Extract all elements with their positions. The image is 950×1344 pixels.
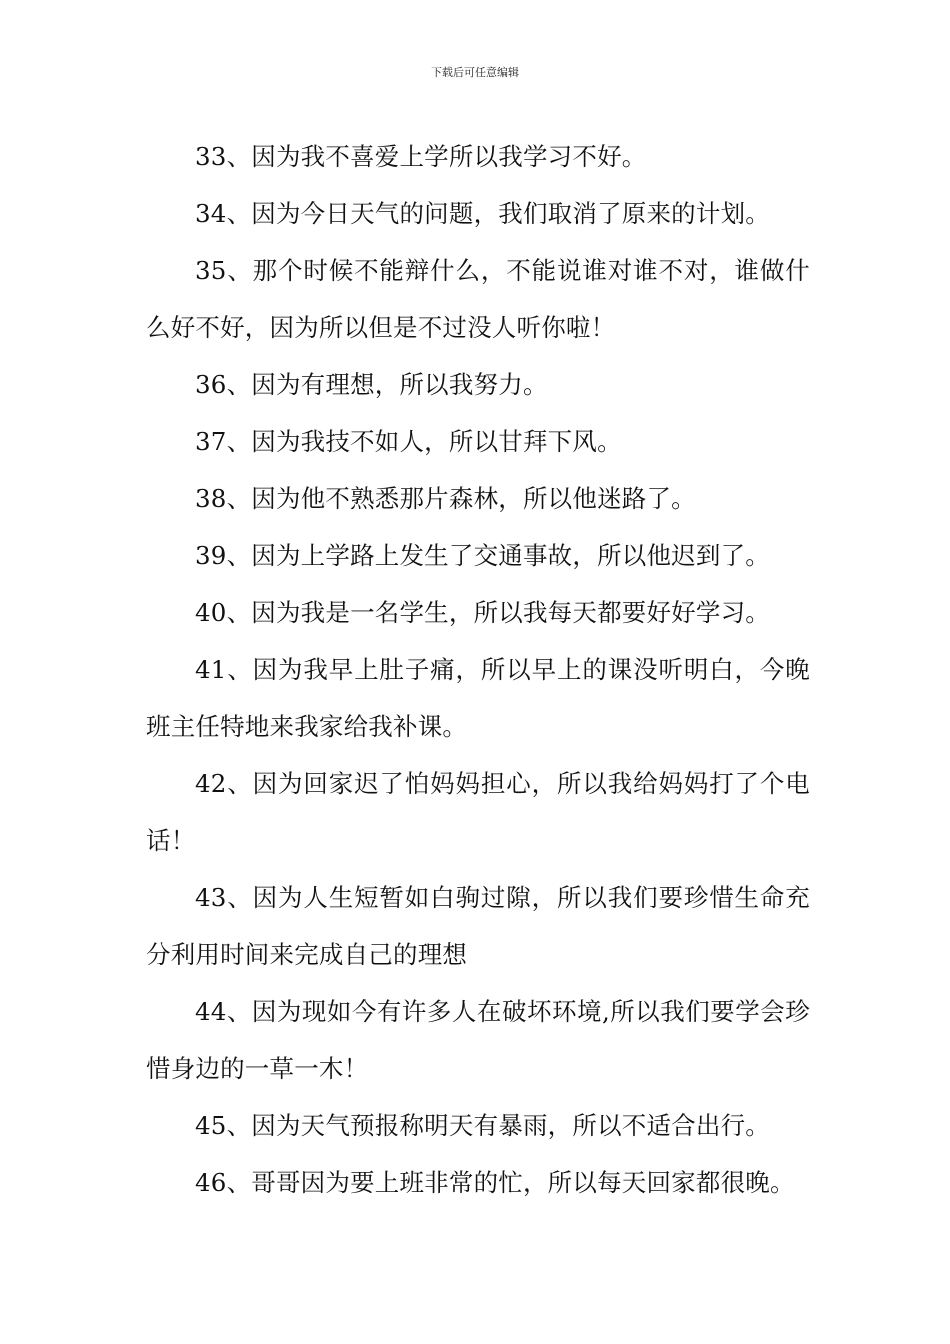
document-body: [146, 128, 810, 1211]
paragraph-42: 42、因为回家迟了怕妈妈担心，所以我给妈妈打了个电话！: [146, 769, 810, 855]
paragraph-40: 40、因为我是一名学生，所以我每天都要好好学习。: [195, 598, 770, 627]
page-header-note: 下载后可任意编辑: [431, 66, 519, 79]
paragraph-45: 45、因为天气预报称明天有暴雨，所以不适合出行。: [195, 1111, 770, 1140]
paragraph-43: 43、因为人生短暂如白驹过隙，所以我们要珍惜生命充分利用时间来完成自己的理想: [146, 883, 810, 969]
paragraph-46: 46、哥哥因为要上班非常的忙，所以每天回家都很晚。: [195, 1168, 795, 1197]
paragraph-34: 34、因为今日天气的问题，我们取消了原来的计划。: [195, 199, 770, 228]
paragraph-44: 44、因为现如今有许多人在破坏环境,所以我们要学会珍惜身边的一草一木！: [146, 997, 810, 1083]
paragraph-41: 41、因为我早上肚子痛，所以早上的课没听明白，今晚班主任特地来我家给我补课。: [146, 655, 810, 741]
paragraph-36: 36、因为有理想，所以我努力。: [195, 370, 548, 399]
paragraph-37: 37、因为我技不如人，所以甘拜下风。: [195, 427, 622, 456]
paragraph-33: 33、因为我不喜爱上学所以我学习不好。: [195, 142, 647, 171]
paragraph-38: 38、因为他不熟悉那片森林，所以他迷路了。: [195, 484, 696, 513]
paragraph-35: 35、那个时候不能辩什么，不能说谁对谁不对，谁做什么好不好，因为所以但是不过没人听你啦！: [146, 256, 810, 342]
paragraph-39: 39、因为上学路上发生了交通事故，所以他迟到了。: [195, 541, 770, 570]
